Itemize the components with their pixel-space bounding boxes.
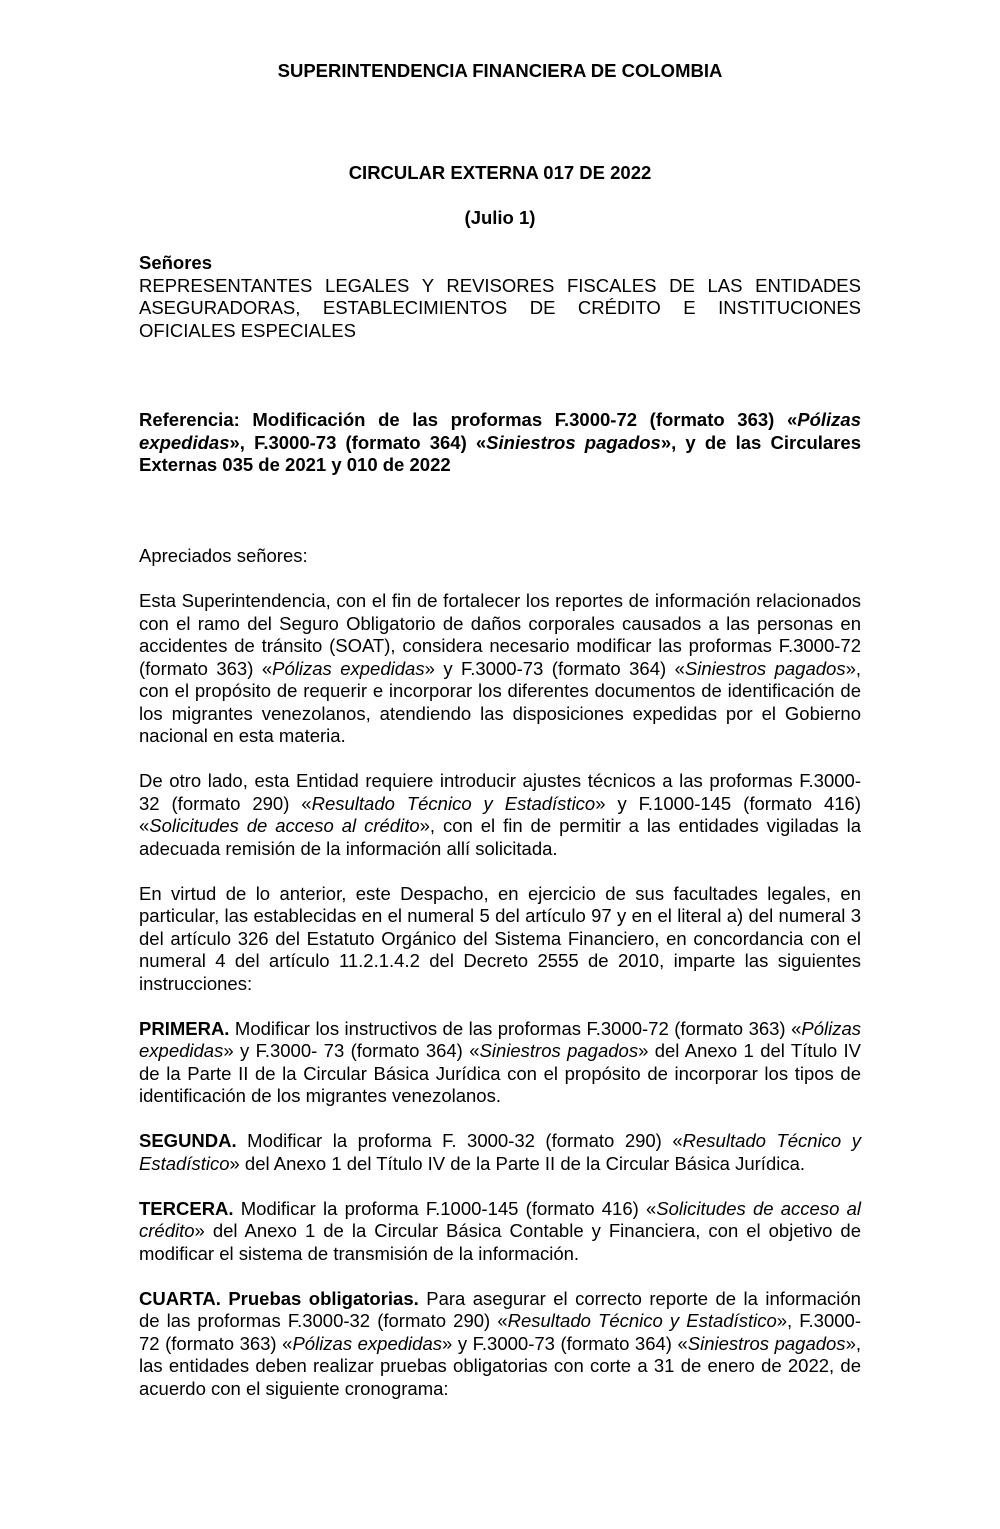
- instruction-primera: [139, 1018, 861, 1108]
- organization-header: SUPERINTENDENCIA FINANCIERA DE COLOMBIA: [277, 60, 723, 81]
- italic-text: Siniestros pagados: [479, 1040, 639, 1061]
- text: Modificar la proforma F. 3000-32 (formato 290) «: [236, 1130, 683, 1151]
- text: », F.3000-72 (formato 363) «: [139, 1310, 861, 1354]
- italic-text: Resultado Técnico y Estadístico: [139, 1130, 861, 1174]
- text: Esta Superintendencia, con el fin de fortalecer los reportes de información relacionados con el ramo del Seguro Obligatorio de daños corporales causados a las personas en accidentes de tránsito (SOAT), considera necesario modificar las proformas F.3000-72 (formato 363) «: [139, 590, 861, 679]
- reference-italic: Siniestros pagados: [486, 431, 661, 453]
- reference-text: », F.3000-73 (formato 364) «: [229, 431, 487, 453]
- text: Para asegurar el correcto reporte de la información de las proformas F.3000-32 (formato 290) «: [139, 1287, 861, 1331]
- instruction-tercera: [139, 1198, 861, 1266]
- italic-text: Pólizas expedidas: [292, 1332, 442, 1354]
- salutation: Señores: [139, 252, 213, 273]
- paragraph-1: [139, 590, 861, 748]
- text: », las entidades deben realizar pruebas obligatorias con corte a 31 de enero de 2022, de acuerdo con el siguiente cronograma:: [139, 1332, 861, 1399]
- reference-paragraph: [139, 409, 861, 477]
- italic-text: Solicitudes de acceso al crédito: [149, 815, 420, 836]
- instruction-label: TERCERA.: [139, 1197, 234, 1219]
- text: Modificar la proforma F.1000-145 (formato 416) «: [233, 1197, 657, 1219]
- letter-body: [139, 545, 861, 1423]
- italic-text: Resultado Técnico y Estadístico: [311, 792, 596, 814]
- text: De otro lado, esta Entidad requiere introducir ajustes técnicos a las proformas F.3000-32 (formato 290) «: [139, 770, 861, 814]
- reference-text: », y de las Circulares Externas 035 de 2021 y 010 de 2022: [139, 431, 861, 475]
- text: » y F.3000-73 (formato 364) «: [424, 657, 685, 679]
- reference-italic: Pólizas expedidas: [139, 409, 861, 453]
- italic-text: Siniestros pagados: [684, 657, 846, 679]
- instruction-label: SEGUNDA.: [139, 1130, 237, 1151]
- text: » del Anexo 1 del Título IV de la Parte II de la Circular Básica Jurídica.: [229, 1152, 806, 1174]
- instruction-label: PRIMERA.: [139, 1017, 230, 1039]
- italic-text: Resultado Técnico y Estadístico: [507, 1310, 777, 1331]
- italic-text: Pólizas expedidas: [139, 1017, 861, 1061]
- text: » y F.1000-145 (formato 416) «: [139, 792, 861, 836]
- text: », con el propósito de requerir e incorporar los diferentes documentos de identificación de los migrantes venezolanos, atendiendo las disposiciones expedidas por el Gobierno nacional en esta materia.: [139, 657, 862, 746]
- text: » y F.3000-73 (formato 364) «: [442, 1332, 688, 1354]
- text: », con el fin de permitir a las entidades vigiladas la adecuada remisión de la información allí solicitada.: [139, 815, 861, 859]
- italic-text: Pólizas expedidas: [272, 657, 425, 679]
- paragraph-3: En virtud de lo anterior, este Despacho, en ejercicio de sus facultades legales, en particular, las establecidas en el numeral 5 del artículo 97 y en el literal a) del numeral 3 del artículo 326 del Estatuto Orgánico del Sistema Financiero, en concordancia con el numeral 4 del artículo 11.2.1.4.2 del Decreto 2555 de 2010, imparte las siguientes instrucciones:: [139, 882, 861, 994]
- text: » y F.3000- 73 (formato 364) «: [223, 1040, 480, 1061]
- text: » del Anexo 1 de la Circular Básica Contable y Financiera, con el objetivo de modificar el sistema de transmisión de la información.: [139, 1220, 861, 1264]
- italic-text: Siniestros pagados: [687, 1332, 846, 1354]
- italic-text: Solicitudes de acceso al crédito: [139, 1197, 861, 1241]
- paragraph-2: [139, 770, 861, 860]
- addressee-block: [139, 252, 861, 342]
- instruction-cuarta: [139, 1288, 861, 1401]
- instruction-segunda: [139, 1130, 861, 1175]
- instruction-label: CUARTA. Pruebas obligatorias.: [139, 1287, 419, 1309]
- reference-text: Referencia: Modificación de las proformas F.3000-72 (formato 363) «: [139, 409, 798, 430]
- circular-date: (Julio 1): [464, 207, 536, 228]
- recipients: REPRESENTANTES LEGALES Y REVISORES FISCALES DE LAS ENTIDADES ASEGURADORAS, ESTABLECIMIENTOS DE CRÉDITO E INSTITUCIONES OFICIALES ESPECIALES: [139, 274, 861, 341]
- text: » del Anexo 1 del Título IV de la Parte II de la Circular Básica Jurídica con el propósito de incorporar los tipos de identificación de los migrantes venezolanos.: [139, 1040, 862, 1106]
- circular-title: CIRCULAR EXTERNA 017 DE 2022: [348, 162, 652, 183]
- text: Modificar los instructivos de las proformas F.3000-72 (formato 363) «: [229, 1017, 802, 1039]
- greeting: Apreciados señores:: [139, 545, 308, 566]
